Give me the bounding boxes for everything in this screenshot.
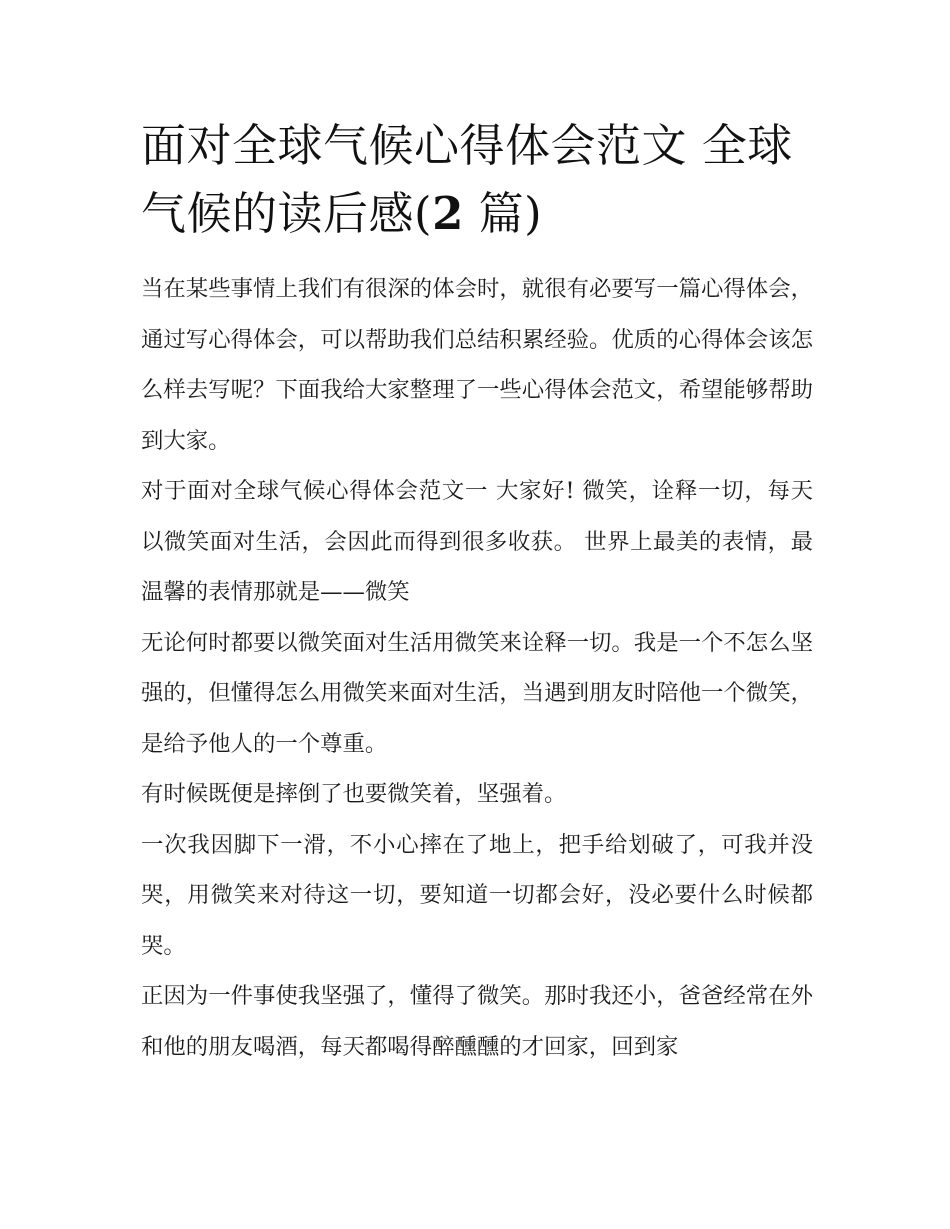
paragraph: 一次我因脚下一滑，不小心摔在了地上，把手给划破了，可我并没哭，用微笑来对待这一切，要知道一切都会好，没必要什么时候都哭。 [141,831,813,959]
paragraph: 无论何时都要以微笑面对生活用微笑来诠释一切。我是一个不怎么坚强的，但懂得怎么用微笑来面对生活，当遇到朋友时陪他一个微笑，是给予他人的一个尊重。 [141,629,813,757]
paragraph: 有时候既便是摔倒了也要微笑着，坚强着。 [141,781,567,807]
paragraph: 正因为一件事使我坚强了，懂得了微笑。那时我还小，爸爸经常在外和他的朋友喝酒，每天都喝得醉醺醺的才回家，回到家 [141,983,813,1060]
title-text-part1: 面对全球气候心得体会范文 全球气候的读后感( [141,119,793,240]
title-text-part2: 篇) [463,187,543,240]
paragraph: 对于面对全球气候心得体会范文一 大家好! 微笑，诠释一切，每天以微笑面对生活，会因此而得到很多收获。 世界上最美的表情，最温馨的表情那就是——微笑 [141,478,813,605]
document-title [141,112,813,248]
document-page [141,112,813,1072]
document-body [141,264,813,1072]
title-count: 2 [432,187,464,240]
paragraph: 当在某些事情上我们有很深的体会时，就很有必要写一篇心得体会，通过写心得体会，可以帮助我们总结积累经验。优质的心得体会该怎么样去写呢？下面我给大家整理了一些心得体会范文，希望能够帮助到大家。 [141,276,813,454]
